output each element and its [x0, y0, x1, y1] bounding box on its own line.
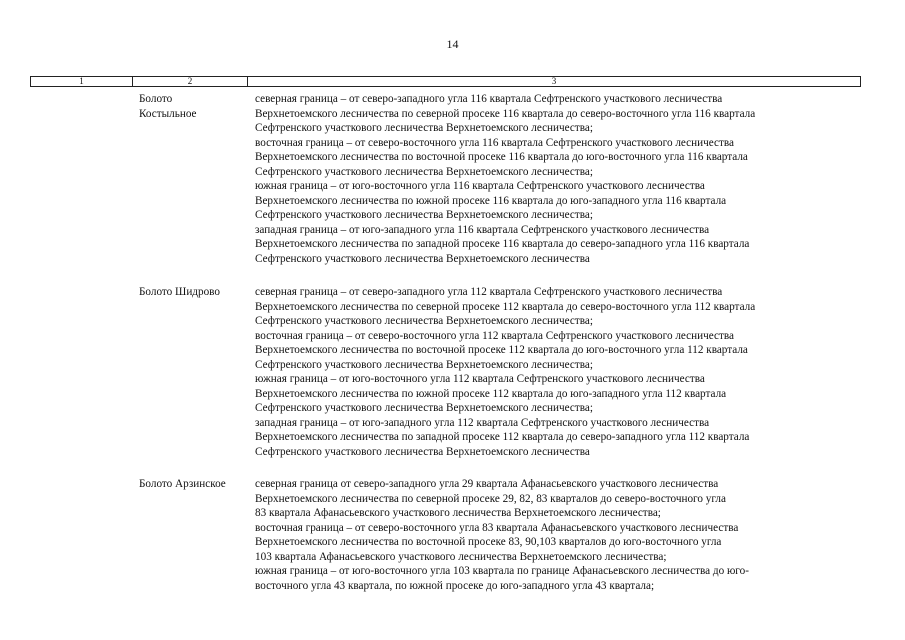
boundary-line: Сефтренского участкового лесничества Верхнетоемского лесничества; [255, 402, 593, 414]
boundary-line: 83 квартала Афанасьевского участкового лесничества Верхнетоемского лесничества; [255, 507, 661, 519]
boundary-line: западная граница – от юго-западного угла 112 квартала Сефтренского участкового лесничества [255, 416, 710, 429]
table-header-row [30, 76, 861, 87]
boundary-line: северная граница – от северо-западного угла 116 квартала Сефтренского участкового лесничества [255, 93, 723, 105]
boundary-line: южная граница – от юго-восточного угла 116 квартала Сефтренского участкового лесничества [255, 180, 705, 192]
boundary-line: Верхнетоемского лесничества по восточной просеке 83, 90,103 кварталов до юго-восточного угла [255, 536, 722, 548]
boundary-line: Верхнетоемского лесничества по северной просеке 112 квартала до северо-восточного угла 112 квартала [255, 300, 756, 313]
boundary-line: Верхнетоемского лесничества по восточной просеке 112 квартала до юго-восточного угла 112 квартала [255, 344, 748, 356]
swamp-name: Болото Арзинское [139, 478, 226, 490]
table-header-col-2: 2 [133, 77, 248, 86]
boundary-line: Верхнетоемского лесничества по южной просеке 112 квартала до юго-западного угла 112 квартала [255, 387, 727, 400]
boundary-line: восточного угла 43 квартала, по южной просеке до юго-западного угла 43 квартала; [255, 579, 655, 592]
boundary-description [255, 477, 855, 593]
boundary-line: Верхнетоемского лесничества по западной просеке 116 квартала до северо-западного угла 116 квартала [255, 238, 750, 250]
boundary-line: Сефтренского участкового лесничества Верхнетоемского лесничества [255, 252, 590, 265]
boundary-description [255, 92, 855, 266]
boundary-line: 103 квартала Афанасьевского участкового лесничества Верхнетоемского лесничества; [255, 550, 667, 563]
boundary-line: Сефтренского участкового лесничества Верхнетоемского лесничества; [255, 315, 593, 327]
boundary-line: Верхнетоемского лесничества по восточной просеке 116 квартала до юго-восточного угла 116 квартала [255, 151, 748, 163]
swamp-name: Болото Шидрово [139, 286, 220, 298]
boundary-line: Сефтренского участкового лесничества Верхнетоемского лесничества; [255, 122, 593, 134]
boundary-line: западная граница – от юго-западного угла 116 квартала Сефтренского участкового лесничества [255, 223, 710, 236]
boundary-line: северная граница от северо-западного угла 29 квартала Афанасьевского участкового лесничества [255, 478, 719, 490]
boundary-line: Сефтренского участкового лесничества Верхнетоемского лесничества; [255, 165, 593, 178]
boundary-line: Верхнетоемского лесничества по южной просеке 116 квартала до юго-западного угла 116 квартала [255, 194, 727, 207]
table-header-col-1: 1 [31, 77, 133, 86]
boundary-line: северная граница – от северо-западного угла 112 квартала Сефтренского участкового лесничества [255, 286, 723, 298]
boundary-line: Верхнетоемского лесничества по западной просеке 112 квартала до северо-западного угла 112 квартала [255, 431, 750, 443]
boundary-line: Сефтренского участкового лесничества Верхнетоемского лесничества; [255, 358, 593, 371]
boundary-line: восточная граница – от северо-восточного угла 83 квартала Афанасьевского участкового лесничества [255, 521, 739, 534]
page-number: 14 [446, 37, 459, 51]
swamp-name: Болото Костыльное [139, 93, 197, 120]
boundary-line: восточная граница – от северо-восточного угла 116 квартала Сефтренского участкового лесничества [255, 136, 734, 149]
boundary-line: Верхнетоемского лесничества по северной просеке 116 квартала до северо-восточного угла 116 квартала [255, 107, 756, 120]
boundary-line: южная граница – от юго-восточного угла 112 квартала Сефтренского участкового лесничества [255, 373, 705, 385]
boundary-line: восточная граница – от северо-восточного угла 112 квартала Сефтренского участкового лесничества [255, 329, 734, 342]
boundary-line: Верхнетоемского лесничества по северной просеке 29, 82, 83 кварталов до северо-восточного угла [255, 492, 726, 505]
table-header-col-3: 3 [551, 76, 557, 86]
boundary-line: Сефтренского участкового лесничества Верхнетоемского лесничества [255, 445, 590, 458]
boundary-description [255, 285, 855, 459]
boundary-line: южная граница – от юго-восточного угла 103 квартала по границе Афанасьевского лесничества до юго- [255, 565, 749, 577]
boundary-line: Сефтренского участкового лесничества Верхнетоемского лесничества; [255, 209, 593, 221]
